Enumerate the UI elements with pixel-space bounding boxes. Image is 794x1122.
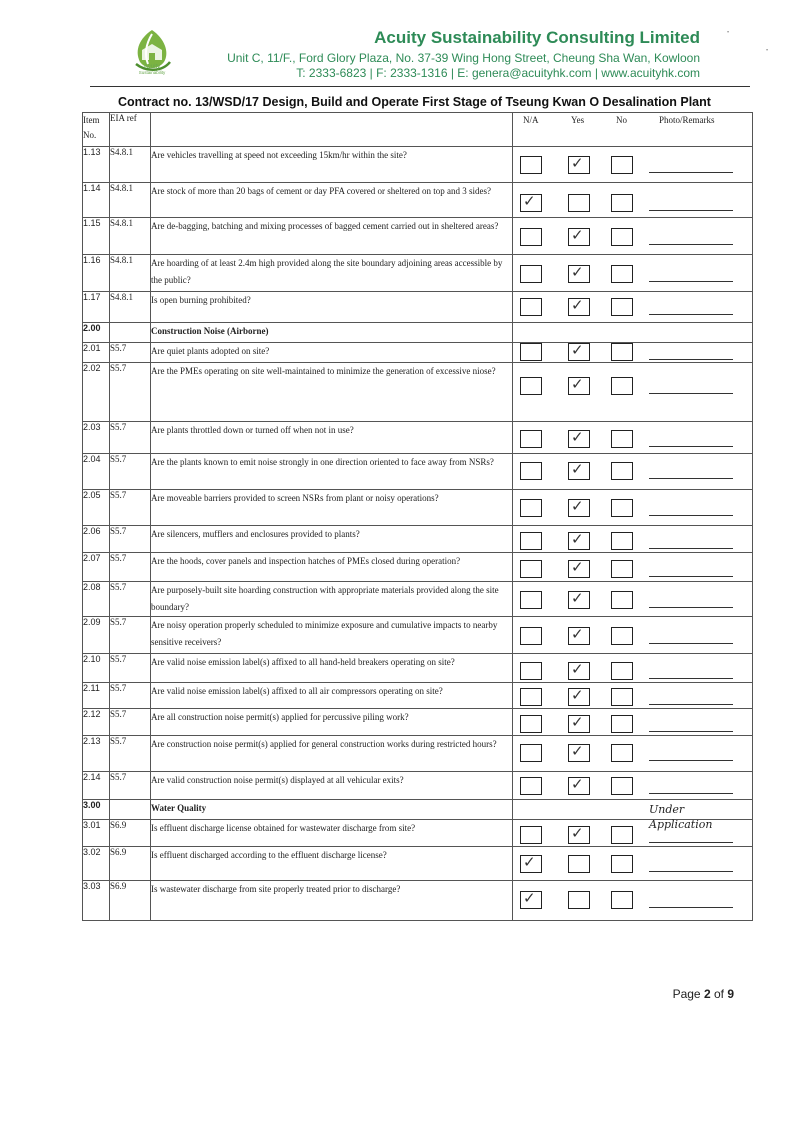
eia-ref: S6.9 [110, 847, 151, 881]
item-number: 2.02 [83, 363, 110, 422]
item-number: 2.05 [83, 490, 110, 526]
check-mark-icon: ✓ [523, 192, 536, 210]
item-number: 2.11 [83, 683, 110, 709]
eia-ref: S5.7 [110, 772, 151, 800]
checkbox-no[interactable] [611, 156, 633, 174]
company-name: Acuity Sustainability Consulting Limited [374, 28, 700, 47]
checkbox-yes[interactable] [568, 855, 590, 873]
checkbox-yes[interactable] [568, 194, 590, 212]
col-header-answers [513, 113, 753, 147]
checkbox-yes[interactable] [568, 377, 590, 395]
remarks-line[interactable] [649, 281, 733, 282]
question-text: Are the hoods, cover panels and inspection hatches of PMEs closed during operation? [151, 553, 513, 582]
checkbox-na[interactable] [520, 744, 542, 762]
remarks-line[interactable] [649, 576, 733, 577]
item-number: 2.07 [83, 553, 110, 582]
company-address: Unit C, 11/F., Ford Glory Plaza, No. 37-39 Wing Hong Street, Cheung Sha Wan, Kowloon [227, 51, 700, 65]
check-mark-icon: ✓ [571, 460, 584, 478]
eia-ref: S5.7 [110, 343, 151, 363]
checkbox-yes[interactable] [568, 560, 590, 578]
col-header-question [151, 113, 513, 147]
checkbox-yes[interactable] [568, 430, 590, 448]
checklist-table [82, 112, 753, 921]
checkbox-yes[interactable] [568, 228, 590, 246]
checkbox-no[interactable] [611, 298, 633, 316]
answer-cell [513, 526, 753, 553]
scan-speck: • [766, 48, 769, 54]
checkbox-yes[interactable] [568, 462, 590, 480]
checkbox-yes[interactable] [568, 891, 590, 909]
question-text: Is effluent discharge license obtained for wastewater discharge from site? [151, 820, 513, 847]
question-text: Is open burning prohibited? [151, 292, 513, 323]
checklist-row [83, 292, 753, 323]
remarks-line[interactable] [649, 515, 733, 516]
question-text: Are valid noise emission label(s) affixed to all hand-held breakers operating on site? [151, 654, 513, 683]
check-mark-icon: ✓ [523, 889, 536, 907]
section-title: Water Quality [151, 800, 513, 820]
check-mark-icon: ✓ [571, 497, 584, 515]
item-number: 2.01 [83, 343, 110, 363]
checklist-row [83, 526, 753, 553]
checkbox-no[interactable] [611, 777, 633, 795]
check-mark-icon: ✓ [571, 686, 584, 704]
company-contact: T: 2333-6823 | F: 2333-1316 | E: genera@acuityhk.com | www.acuityhk.com [296, 66, 700, 80]
checklist-row [83, 847, 753, 881]
eia-ref: S4.8.1 [110, 292, 151, 323]
answer-cell [513, 343, 753, 363]
check-mark-icon: ✓ [571, 713, 584, 731]
checkbox-na[interactable] [520, 777, 542, 795]
eia-ref: S5.7 [110, 553, 151, 582]
answer-cell [513, 617, 753, 654]
check-mark-icon: ✓ [571, 263, 584, 281]
answer-cell [513, 490, 753, 526]
answer-cell [513, 183, 753, 218]
checkbox-na[interactable] [520, 377, 542, 395]
answer-cell [513, 147, 753, 183]
eia-ref: S5.7 [110, 709, 151, 736]
check-mark-icon: ✓ [571, 341, 584, 359]
checkbox-no[interactable] [611, 228, 633, 246]
handwritten-remark: Under Application [649, 803, 713, 831]
eia-ref: S4.8.1 [110, 147, 151, 183]
remarks-line[interactable] [649, 907, 733, 908]
check-mark-icon: ✓ [571, 558, 584, 576]
checklist-row [83, 490, 753, 526]
item-number: 2.06 [83, 526, 110, 553]
eia-ref: S5.7 [110, 736, 151, 772]
item-number: 3.01 [83, 820, 110, 847]
checkbox-no[interactable] [611, 891, 633, 909]
question-text: Are moveable barriers provided to screen NSRs from plant or noisy operations? [151, 490, 513, 526]
answer-cell [513, 218, 753, 255]
checklist-row [83, 820, 753, 847]
eia-ref: S5.7 [110, 617, 151, 654]
header-divider [90, 86, 750, 87]
eia-ref: S5.7 [110, 683, 151, 709]
remarks-line[interactable] [649, 643, 733, 644]
eia-ref: S4.8.1 [110, 255, 151, 292]
checkbox-no[interactable] [611, 343, 633, 361]
checkbox-yes[interactable] [568, 265, 590, 283]
answer-cell [513, 363, 753, 422]
scan-speck: • [727, 30, 730, 36]
checkbox-yes[interactable] [568, 591, 590, 609]
answer-cell [513, 881, 753, 921]
answer-cell [513, 422, 753, 454]
eia-ref: S4.8.1 [110, 218, 151, 255]
question-text: Are quiet plants adopted on site? [151, 343, 513, 363]
remarks-line[interactable] [649, 793, 733, 794]
col-header-item: Item No. [83, 113, 110, 147]
checkbox-na[interactable] [520, 560, 542, 578]
answer-cell [513, 323, 753, 343]
checklist-row [83, 582, 753, 617]
checkbox-na[interactable] [520, 627, 542, 645]
answer-cell [513, 847, 753, 881]
checkbox-na[interactable] [520, 499, 542, 517]
question-text: Are all construction noise permit(s) applied for percussive piling work? [151, 709, 513, 736]
answer-cell [513, 683, 753, 709]
checklist-row [83, 736, 753, 772]
remarks-line[interactable] [649, 760, 733, 761]
remarks-line[interactable] [649, 478, 733, 479]
eia-ref: S5.7 [110, 422, 151, 454]
check-mark-icon: ✓ [571, 625, 584, 643]
checklist-row [83, 709, 753, 736]
check-mark-icon: ✓ [571, 824, 584, 842]
remarks-line[interactable] [649, 704, 733, 705]
answer-cell [513, 654, 753, 683]
check-mark-icon: ✓ [571, 742, 584, 760]
checkbox-na[interactable] [520, 265, 542, 283]
eia-ref: S5.7 [110, 526, 151, 553]
checkbox-na[interactable] [520, 662, 542, 680]
checkbox-na[interactable] [520, 855, 542, 873]
checkbox-na[interactable] [520, 688, 542, 706]
remarks-line[interactable] [649, 678, 733, 679]
checklist-row [83, 881, 753, 921]
answer-cell [513, 582, 753, 617]
checkbox-yes[interactable] [568, 826, 590, 844]
checkbox-yes[interactable] [568, 744, 590, 762]
checkbox-no[interactable] [611, 627, 633, 645]
contract-title: Contract no. 13/WSD/17 Design, Build and Operate First Stage of Tseung Kwan O Desalination Plant [118, 95, 711, 109]
checkbox-na[interactable] [520, 891, 542, 909]
checklist-row [83, 654, 753, 683]
check-mark-icon: ✓ [523, 853, 536, 871]
check-mark-icon: ✓ [571, 154, 584, 172]
checkbox-na[interactable] [520, 194, 542, 212]
item-number: 2.09 [83, 617, 110, 654]
checkbox-yes[interactable] [568, 662, 590, 680]
checkbox-na[interactable] [520, 298, 542, 316]
item-number: 1.16 [83, 255, 110, 292]
checklist-row [83, 255, 753, 292]
eia-ref: S5.7 [110, 363, 151, 422]
col-header-na: N/A [523, 115, 539, 125]
checklist-row [83, 617, 753, 654]
answer-cell [513, 255, 753, 292]
checkbox-yes[interactable] [568, 777, 590, 795]
answer-cell [513, 709, 753, 736]
item-number: 2.00 [83, 323, 110, 343]
check-mark-icon: ✓ [571, 775, 584, 793]
remarks-line[interactable] [649, 871, 733, 872]
checkbox-no[interactable] [611, 591, 633, 609]
eia-ref: S5.7 [110, 654, 151, 683]
eia-ref: S5.7 [110, 582, 151, 617]
question-text: Are silencers, mufflers and enclosures provided to plants? [151, 526, 513, 553]
question-text: Are valid construction noise permit(s) displayed at all vehicular exits? [151, 772, 513, 800]
remarks-line[interactable] [649, 731, 733, 732]
item-number: 2.03 [83, 422, 110, 454]
checklist-row [83, 454, 753, 490]
question-text: Are plants throttled down or turned off when not in use? [151, 422, 513, 454]
question-text: Are valid noise emission label(s) affixed to all air compressors operating on site? [151, 683, 513, 709]
item-number: 1.13 [83, 147, 110, 183]
checkbox-na[interactable] [520, 430, 542, 448]
item-number: 2.08 [83, 582, 110, 617]
section-row [83, 323, 753, 343]
item-number: 2.04 [83, 454, 110, 490]
remarks-line[interactable] [649, 393, 733, 394]
check-mark-icon: ✓ [571, 428, 584, 446]
eia-ref [110, 323, 151, 343]
item-number: 3.00 [83, 800, 110, 820]
checkbox-no[interactable] [611, 265, 633, 283]
answer-cell [513, 292, 753, 323]
question-text: Is wastewater discharge from site properly treated prior to discharge? [151, 881, 513, 921]
checkbox-yes[interactable] [568, 715, 590, 733]
page-number: Page 2 of 9 [672, 987, 734, 1001]
eia-ref: S5.7 [110, 490, 151, 526]
checkbox-no[interactable] [611, 499, 633, 517]
eia-ref: S6.9 [110, 820, 151, 847]
item-number: 1.17 [83, 292, 110, 323]
letterhead [0, 0, 794, 109]
item-number: 3.02 [83, 847, 110, 881]
item-number: 2.10 [83, 654, 110, 683]
question-text: Are noisy operation properly scheduled to minimize exposure and cumulative impacts to nearby sensitive receivers? [151, 617, 513, 654]
check-mark-icon: ✓ [571, 226, 584, 244]
checkbox-no[interactable] [611, 855, 633, 873]
checkbox-no[interactable] [611, 430, 633, 448]
question-text: Are stock of more than 20 bags of cement or day PFA covered or sheltered on top and 3 sides? [151, 183, 513, 218]
checkbox-na[interactable] [520, 228, 542, 246]
checkbox-na[interactable] [520, 715, 542, 733]
checklist-row [83, 218, 753, 255]
answer-cell [513, 772, 753, 800]
remarks-line[interactable] [649, 244, 733, 245]
checkbox-no[interactable] [611, 826, 633, 844]
checkbox-yes[interactable] [568, 627, 590, 645]
check-mark-icon: ✓ [571, 660, 584, 678]
checklist-row [83, 363, 753, 422]
checkbox-na[interactable] [520, 343, 542, 361]
checkbox-na[interactable] [520, 156, 542, 174]
item-number: 1.15 [83, 218, 110, 255]
checklist-row [83, 772, 753, 800]
checkbox-na[interactable] [520, 532, 542, 550]
checkbox-na[interactable] [520, 591, 542, 609]
checkbox-no[interactable] [611, 194, 633, 212]
col-header-yes: Yes [571, 115, 585, 125]
checkbox-no[interactable] [611, 377, 633, 395]
question-text: Are the PMEs operating on site well-maintained to minimize the generation of excessive niose? [151, 363, 513, 422]
item-number: 2.12 [83, 709, 110, 736]
eia-ref: S6.9 [110, 881, 151, 921]
checkbox-no[interactable] [611, 532, 633, 550]
checklist-row [83, 422, 753, 454]
checklist-row [83, 343, 753, 363]
checkbox-yes[interactable] [568, 499, 590, 517]
header-row [83, 113, 753, 147]
question-text: Is effluent discharged according to the effluent discharge license? [151, 847, 513, 881]
checkbox-yes[interactable] [568, 343, 590, 361]
remarks-line[interactable] [649, 359, 733, 360]
answer-cell [513, 553, 753, 582]
eia-ref: S4.8.1 [110, 183, 151, 218]
checklist-row [83, 553, 753, 582]
question-text: Are de-bagging, batching and mixing processes of bagged cement carried out in sheltered areas? [151, 218, 513, 255]
checkbox-no[interactable] [611, 744, 633, 762]
checkbox-yes[interactable] [568, 532, 590, 550]
check-mark-icon: ✓ [571, 530, 584, 548]
question-text: Are construction noise permit(s) applied for general construction works during restricted hours? [151, 736, 513, 772]
checkbox-na[interactable] [520, 826, 542, 844]
col-header-remarks: Photo/Remarks [659, 115, 715, 125]
checkbox-no[interactable] [611, 688, 633, 706]
checklist-row [83, 683, 753, 709]
question-text: Are purposely-built site hoarding construction with appropriate materials provided along the site boundary? [151, 582, 513, 617]
checkbox-yes[interactable] [568, 298, 590, 316]
answer-cell [513, 454, 753, 490]
logo-text: Acuity Sustainability [138, 64, 166, 75]
check-mark-icon: ✓ [571, 296, 584, 314]
item-number: 2.14 [83, 772, 110, 800]
checkbox-yes[interactable] [568, 688, 590, 706]
question-text: Are vehicles travelling at speed not exceeding 15km/hr within the site? [151, 147, 513, 183]
eia-ref [110, 800, 151, 820]
remarks-line[interactable] [649, 314, 733, 315]
checklist-row [83, 183, 753, 218]
eia-ref: S5.7 [110, 454, 151, 490]
answer-cell [513, 803, 753, 847]
col-header-no: No [616, 115, 627, 125]
checklist-row [83, 147, 753, 183]
checkbox-na[interactable] [520, 462, 542, 480]
answer-cell [513, 736, 753, 772]
question-text: Are the plants known to emit noise strongly in one direction oriented to face away from NSRs? [151, 454, 513, 490]
section-title: Construction Noise (Airborne) [151, 323, 513, 343]
remarks-line[interactable] [649, 548, 733, 549]
item-number: 1.14 [83, 183, 110, 218]
checkbox-no[interactable] [611, 715, 633, 733]
question-text: Are hoarding of at least 2.4m high provided along the site boundary adjoining areas accessible by the public? [151, 255, 513, 292]
remarks-line[interactable] [649, 842, 733, 843]
item-number: 2.13 [83, 736, 110, 772]
item-number: 3.03 [83, 881, 110, 921]
col-header-eia: EIA ref [110, 113, 151, 147]
remarks-line[interactable] [649, 446, 733, 447]
checkbox-no[interactable] [611, 462, 633, 480]
checkbox-no[interactable] [611, 560, 633, 578]
remarks-line[interactable] [649, 210, 733, 211]
check-mark-icon: ✓ [571, 589, 584, 607]
remarks-line[interactable] [649, 172, 733, 173]
remarks-line[interactable] [649, 607, 733, 608]
checkbox-no[interactable] [611, 662, 633, 680]
checkbox-yes[interactable] [568, 156, 590, 174]
check-mark-icon: ✓ [571, 375, 584, 393]
